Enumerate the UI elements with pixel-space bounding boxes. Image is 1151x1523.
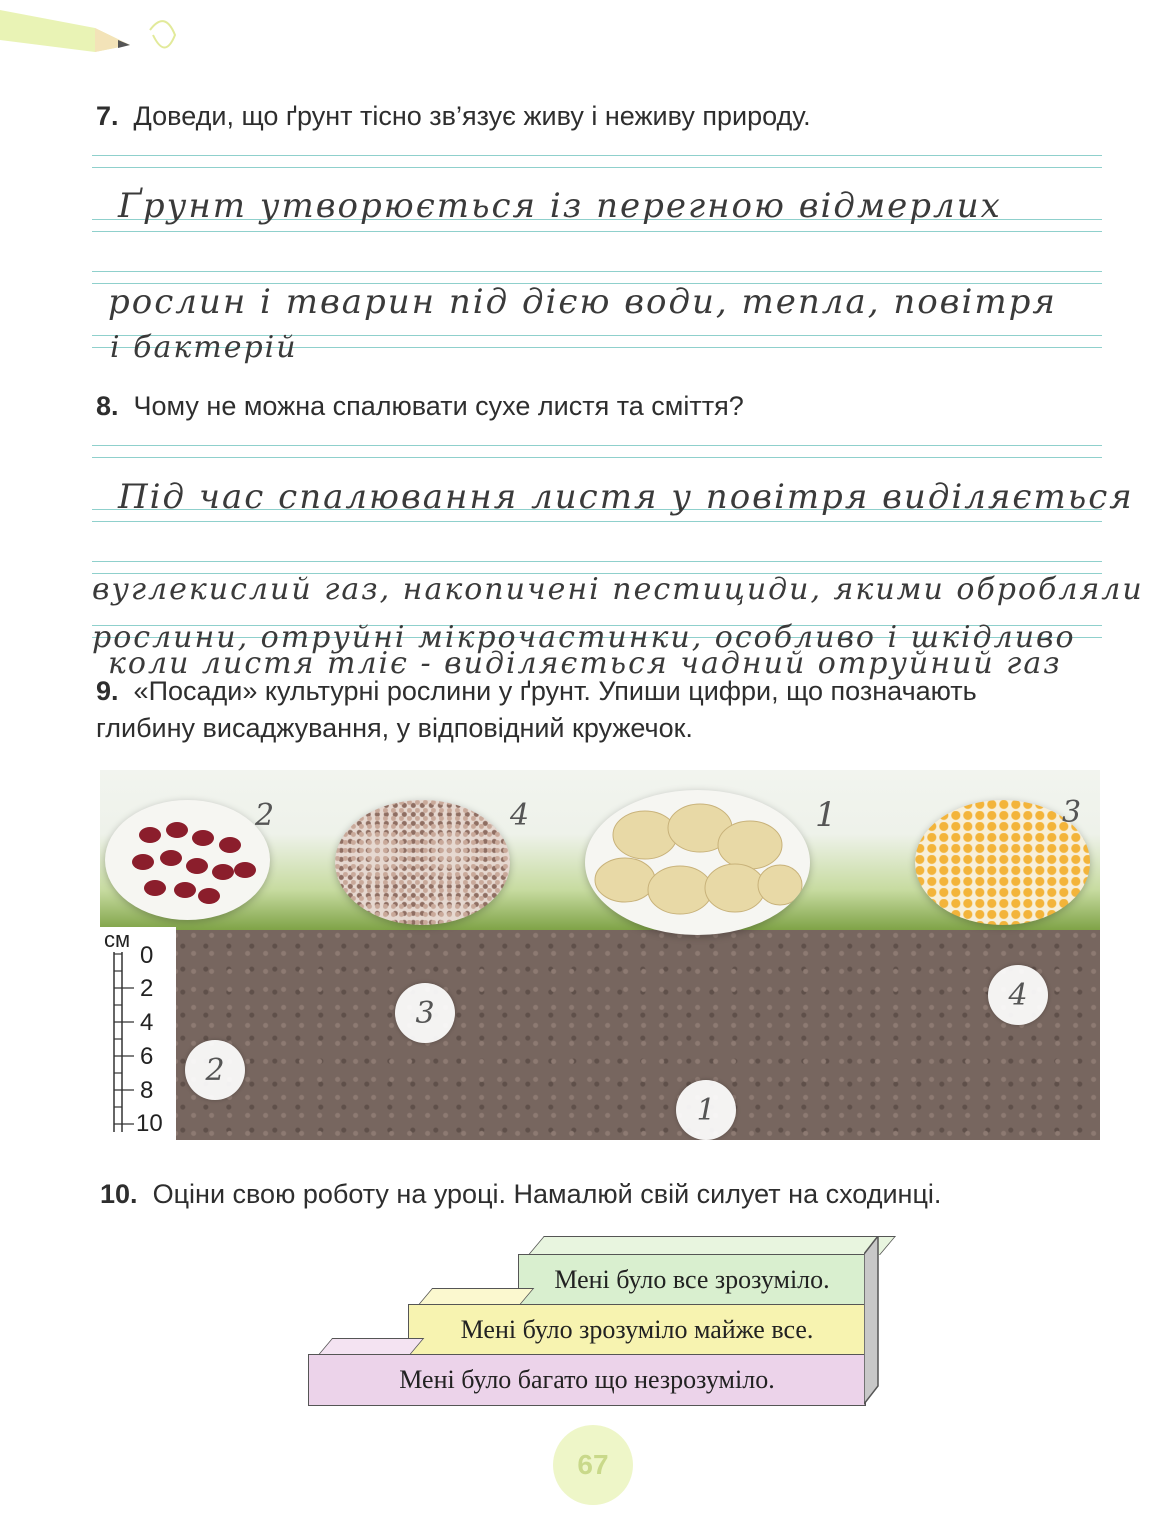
pencil-icon bbox=[0, 0, 200, 80]
step-top[interactable] bbox=[518, 1254, 866, 1306]
handwritten-answer-line: коли листя тліє - виділяється чадний отруйний газ bbox=[108, 646, 1062, 681]
depth-answer-circle[interactable]: 4 bbox=[988, 965, 1048, 1025]
step-label: Мені було все зрозуміло. bbox=[554, 1265, 830, 1294]
seeds-plate bbox=[335, 800, 510, 925]
soil bbox=[100, 930, 1100, 1140]
answer-lines-7 bbox=[92, 155, 1102, 355]
task-10-question bbox=[100, 1178, 941, 1210]
ruler-label: 6 bbox=[140, 1043, 154, 1070]
step-middle-surface bbox=[418, 1288, 534, 1305]
depth-answer-circle[interactable]: 1 bbox=[676, 1080, 736, 1140]
step-middle[interactable] bbox=[408, 1304, 866, 1356]
task-number: 9. bbox=[96, 676, 119, 706]
beans-plate bbox=[105, 800, 270, 920]
ruler-label: 8 bbox=[140, 1077, 154, 1104]
answer-lines-8 bbox=[92, 445, 1102, 645]
ruler-label: 10 bbox=[136, 1110, 163, 1137]
potatoes-icon bbox=[585, 790, 810, 935]
plate-answer: 2 bbox=[255, 798, 275, 833]
step-label: Мені було зрозуміло майже все. bbox=[460, 1315, 814, 1344]
task-9-question-line-2: глибину висаджування, у відповідний кружечок. bbox=[96, 713, 693, 743]
step-bottom[interactable] bbox=[308, 1354, 866, 1406]
step-top-surface bbox=[528, 1236, 896, 1255]
plate-answer: 1 bbox=[815, 795, 837, 835]
task-number: 7. bbox=[96, 101, 119, 131]
page-number-badge bbox=[553, 1425, 633, 1505]
depth-answer-circle[interactable]: 2 bbox=[185, 1040, 245, 1100]
beans-icon bbox=[105, 800, 270, 920]
handwritten-answer-line: вуглекислий газ, накопичені пестициди, якими обробляли bbox=[92, 572, 1144, 607]
step-label: Мені було багато що незрозуміло. bbox=[399, 1365, 775, 1394]
self-assessment-stairs bbox=[300, 1230, 900, 1410]
plate-answer: 3 bbox=[1062, 795, 1082, 830]
task-text: Доведи, що ґрунт тісно зв’язує живу і неживу природу. bbox=[133, 101, 811, 131]
ruler-unit: см bbox=[104, 927, 131, 952]
depth-answer-circle[interactable]: 3 bbox=[395, 983, 455, 1043]
task-7-question bbox=[96, 100, 811, 132]
handwritten-answer-line: Ґрунт утворюється із перегною відмерлих bbox=[118, 186, 1002, 226]
handwritten-answer-line: рослини, отруйні мікрочастинки, особливо і шкідливо bbox=[92, 620, 1076, 655]
task-number: 10. bbox=[100, 1179, 138, 1209]
task-text: «Посади» культурні рослини у ґрунт. Упиши цифри, що позначають bbox=[133, 676, 977, 706]
task-8-question bbox=[96, 390, 744, 422]
potatoes-plate bbox=[585, 790, 810, 935]
stairs-side bbox=[864, 1236, 894, 1406]
handwritten-answer-line: Під час спалювання листя у повітря виділяється bbox=[118, 477, 1134, 517]
step-bottom-surface bbox=[318, 1338, 424, 1355]
page-number: 67 bbox=[577, 1449, 609, 1480]
planting-illustration bbox=[100, 770, 1100, 1140]
task-number: 8. bbox=[96, 391, 119, 421]
ruler-label: 4 bbox=[140, 1009, 154, 1036]
plate-answer: 4 bbox=[510, 798, 530, 833]
handwritten-answer-line: рослин і тварин під дією води, тепла, повітря bbox=[108, 282, 1057, 322]
ruler-label: 0 bbox=[140, 942, 154, 969]
ruler-scale bbox=[106, 952, 136, 1132]
task-text: Чому не можна спалювати сухе листя та сміття? bbox=[133, 391, 744, 421]
task-text: Оціни свою роботу на уроці. Намалюй свій силует на сходинці. bbox=[152, 1179, 942, 1209]
handwritten-answer-line: і бактерій bbox=[110, 330, 298, 365]
task-9-question bbox=[96, 675, 977, 707]
ruler-label: 2 bbox=[140, 975, 154, 1002]
